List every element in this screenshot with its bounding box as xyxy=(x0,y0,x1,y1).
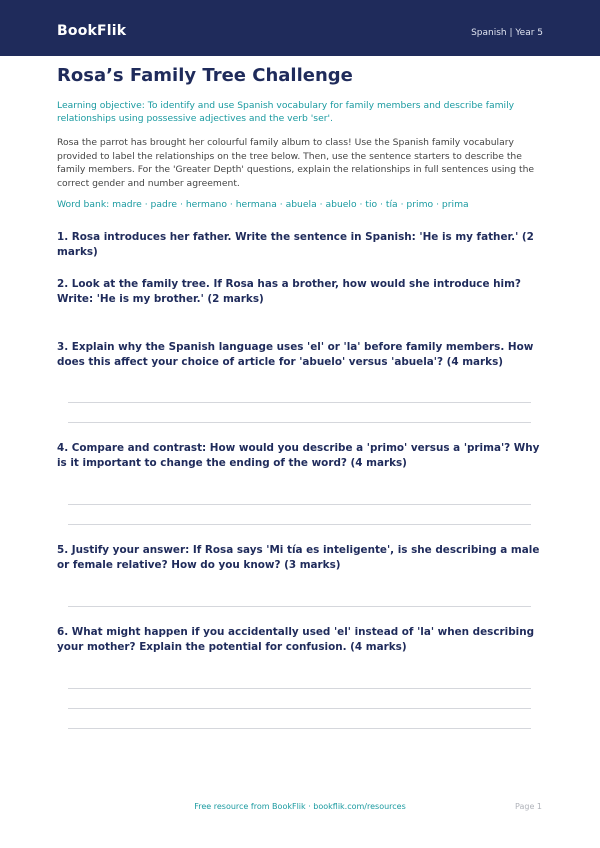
page-title: Rosa’s Family Tree Challenge xyxy=(57,65,353,86)
subject-year-label: Spanish | Year 5 xyxy=(471,28,543,38)
question-3: 3. Explain why the Spanish language uses 'el' or 'la' before family members. How does this affect your choice of article for 'abuelo' versus 'abuela'? (4 marks) xyxy=(57,341,534,368)
answer-line[interactable] xyxy=(68,524,531,525)
answer-line[interactable] xyxy=(68,402,531,403)
footer-link[interactable]: Free resource from BookFlik · bookflik.com/resources xyxy=(194,802,406,811)
question-1: 1. Rosa introduces her father. Write the sentence in Spanish: 'He is my father.' (2 marks) xyxy=(57,231,534,258)
question-5: 5. Justify your answer: If Rosa says 'Mi tía es inteligente', is she describing a male or female relative? How do you know? (3 marks) xyxy=(57,544,540,571)
answer-line[interactable] xyxy=(68,728,531,729)
word-bank: Word bank: madre · padre · hermano · hermana · abuela · abuelo · tio · tía · primo · prima xyxy=(57,199,469,210)
question-2: 2. Look at the family tree. If Rosa has a brother, how would she introduce him? Write: 'He is my brother.' (2 marks) xyxy=(57,278,521,305)
question-6: 6. What might happen if you accidentally used 'el' instead of 'la' when describing your mother? Explain the potential for confusion. (4 marks) xyxy=(57,626,535,653)
page-header xyxy=(0,0,600,56)
answer-line[interactable] xyxy=(68,606,531,607)
brand-logo[interactable]: BookFlik xyxy=(57,23,127,39)
intro-paragraph: Rosa the parrot has brought her colourful family album to class! Use the Spanish family vocabulary provided to label the relationships on the tree below. Then, use the sentence starters to describe the family members. For the 'Greater Depth' questions, explain the relationships in full sentences using the correct gender and number agreement. xyxy=(57,137,535,189)
answer-line[interactable] xyxy=(68,422,531,423)
answer-line[interactable] xyxy=(68,504,531,505)
page-number: Page 1 xyxy=(515,802,542,811)
learning-objective: Learning objective: To identify and use Spanish vocabulary for family members and describe family relationships using possessive adjectives and the verb 'ser'. xyxy=(57,100,515,124)
question-4: 4. Compare and contrast: How would you describe a 'primo' versus a 'prima'? Why is it important to change the ending of the word? (4 marks) xyxy=(57,442,540,469)
answer-line[interactable] xyxy=(68,688,531,689)
answer-line[interactable] xyxy=(68,708,531,709)
